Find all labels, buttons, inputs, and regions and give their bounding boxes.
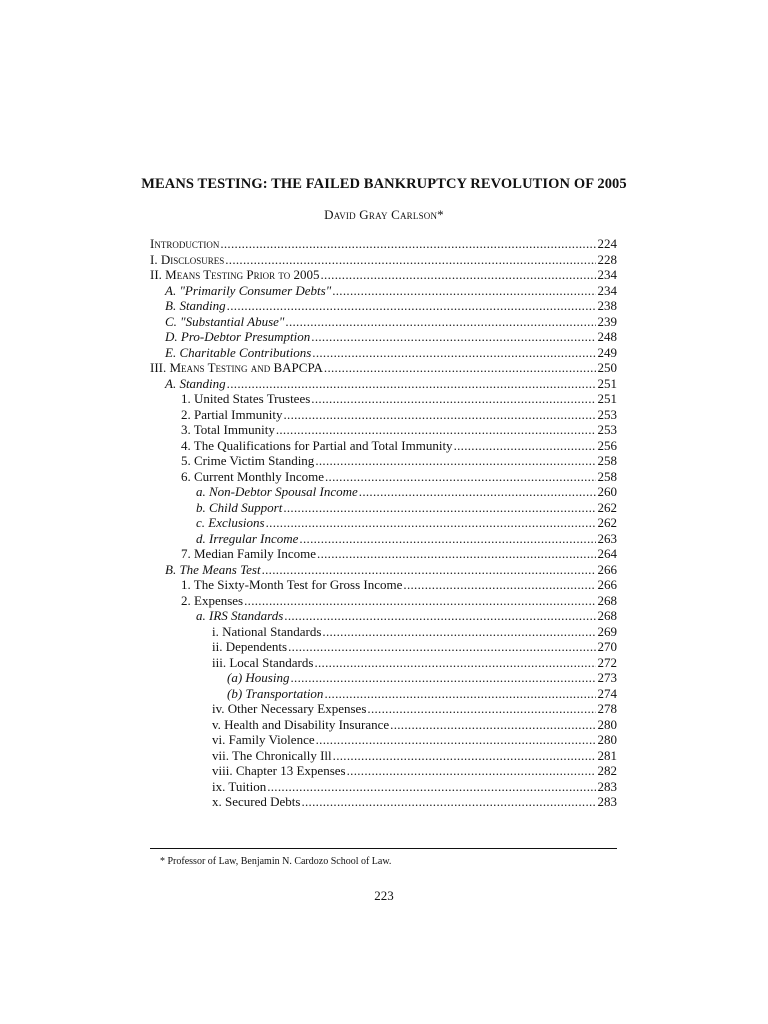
toc-entry-page: 280 — [597, 716, 617, 732]
toc-entry-page: 253 — [597, 422, 617, 437]
toc-entry-page: 253 — [597, 406, 617, 422]
toc-entry-page: 258 — [597, 468, 617, 484]
toc-entry-title: ix. Tuition — [212, 778, 267, 794]
toc-entry-title: b. Child Support — [196, 499, 283, 515]
toc-entry — [150, 500, 617, 516]
toc-entry — [150, 360, 617, 376]
toc-entry-title: B. Standing — [165, 298, 226, 313]
toc-entry-page: 224 — [597, 236, 617, 251]
toc-entry-page: 251 — [597, 391, 617, 406]
toc-entry — [150, 531, 617, 547]
dot-leader — [403, 577, 595, 593]
toc-entry-title: C. "Substantial Abuse" — [165, 313, 285, 329]
toc-entry-page: 248 — [597, 329, 617, 344]
toc-entry-title: viii. Chapter 13 Expenses — [212, 763, 346, 778]
article-title: MEANS TESTING: THE FAILED BANKRUPTCY REVOLUTION OF 2005 — [141, 176, 627, 192]
toc-entry-title: iii. Local Standards — [212, 654, 314, 670]
toc-entry-page: 270 — [597, 639, 617, 654]
toc-entry-page: 283 — [597, 778, 617, 794]
toc-entry — [150, 283, 617, 299]
toc-entry-title: A. Standing — [165, 375, 226, 391]
dot-leader — [359, 484, 596, 500]
dot-leader — [324, 686, 595, 702]
author-name: David Gray Carlson* — [324, 207, 444, 222]
toc-entry — [150, 701, 617, 717]
toc-entry-title: i. National Standards — [212, 623, 322, 639]
dot-leader — [325, 469, 596, 485]
toc-entry — [150, 624, 617, 640]
toc-entry — [150, 748, 617, 764]
toc-entry-page: 283 — [597, 794, 617, 809]
toc-entry — [150, 407, 617, 423]
toc-entry — [150, 329, 617, 345]
dot-leader — [283, 407, 595, 423]
toc-entry-title: 4. The Qualifications for Partial and Total Immunity — [181, 437, 453, 453]
dot-leader — [266, 515, 596, 531]
toc-entry-title: B. The Means Test — [165, 561, 261, 577]
toc-entry — [150, 779, 617, 795]
toc-entry — [150, 252, 617, 268]
toc-entry-title: 3. Total Immunity — [181, 422, 275, 437]
toc-entry-page: 280 — [597, 732, 617, 747]
dot-leader — [311, 391, 595, 407]
toc-entry-title: vii. The Chronically Ill — [212, 747, 332, 763]
dot-leader — [367, 701, 595, 717]
toc-entry-title: I. Disclosures — [150, 251, 225, 267]
toc-entry-page: 256 — [597, 437, 617, 453]
toc-entry-page: 262 — [597, 499, 617, 515]
toc-entry-page: 258 — [597, 453, 617, 468]
dot-leader — [311, 329, 595, 345]
dot-leader — [220, 236, 595, 252]
toc-entry-title: 7. Median Family Income — [181, 546, 317, 561]
toc-entry-page: 260 — [597, 484, 617, 499]
toc-entry-title: 1. United States Trustees — [181, 391, 311, 406]
dot-leader — [317, 546, 595, 562]
footnote-marker: * — [160, 856, 165, 867]
toc-entry-title: Introduction — [150, 236, 220, 251]
dot-leader — [225, 252, 595, 268]
toc-entry-title: x. Secured Debts — [212, 794, 301, 809]
toc-entry — [150, 422, 617, 438]
toc-entry-page: 268 — [597, 592, 617, 608]
toc-entry-page: 281 — [597, 747, 617, 763]
dot-leader — [227, 298, 596, 314]
toc-entry-page: 269 — [597, 623, 617, 639]
dot-leader — [299, 531, 595, 547]
dot-leader — [284, 608, 595, 624]
dot-leader — [244, 593, 595, 609]
toc-entry-page: 234 — [597, 267, 617, 282]
toc-entry-title: 6. Current Monthly Income — [181, 468, 324, 484]
toc-entry — [150, 267, 617, 283]
toc-entry-page: 238 — [597, 298, 617, 313]
toc-entry — [150, 484, 617, 500]
dot-leader — [290, 670, 595, 686]
dot-leader — [316, 732, 596, 748]
dot-leader — [314, 655, 595, 671]
toc-entry — [150, 577, 617, 593]
toc-entry — [150, 763, 617, 779]
toc-entry-page: 262 — [597, 515, 617, 530]
toc-entry-title: 5. Crime Victim Standing — [181, 453, 315, 468]
dot-leader — [276, 422, 596, 438]
dot-leader — [324, 360, 596, 376]
toc-entry-title: c. Exclusions — [196, 515, 265, 530]
footnote — [160, 856, 391, 867]
toc-entry — [150, 438, 617, 454]
toc-entry-title: A. "Primarily Consumer Debts" — [165, 282, 332, 298]
toc-entry — [150, 670, 617, 686]
dot-leader — [312, 345, 595, 361]
toc-entry — [150, 546, 617, 562]
toc-entry — [150, 391, 617, 407]
toc-entry-title: 1. The Sixty-Month Test for Gross Income — [181, 577, 403, 592]
dot-leader — [321, 267, 596, 283]
dot-leader — [322, 624, 595, 640]
dot-leader — [332, 283, 595, 299]
dot-leader — [347, 763, 596, 779]
toc-entry — [150, 686, 617, 702]
dot-leader — [227, 376, 596, 392]
toc-entry-page: 266 — [597, 577, 617, 592]
dot-leader — [267, 779, 595, 795]
toc-entry-page: 250 — [597, 360, 617, 375]
toc-entry-page: 249 — [597, 344, 617, 360]
toc-entry — [150, 376, 617, 392]
toc-entry-page: 282 — [597, 763, 617, 778]
toc-entry — [150, 608, 617, 624]
toc-entry-title: (a) Housing — [227, 670, 290, 685]
toc-entry — [150, 732, 617, 748]
page-number: 223 — [374, 888, 394, 903]
toc-entry-title: iv. Other Necessary Expenses — [212, 701, 367, 716]
toc-entry-page: 228 — [597, 251, 617, 267]
toc-entry-page: 268 — [597, 608, 617, 623]
toc-entry-title: III. Means Testing and BAPCPA — [150, 360, 323, 375]
dot-leader — [315, 453, 595, 469]
toc-entry-title: 2. Partial Immunity — [181, 406, 283, 422]
toc-entry-title: v. Health and Disability Insurance — [212, 716, 390, 732]
dot-leader — [262, 562, 596, 578]
toc-entry-page: 251 — [597, 375, 617, 391]
dot-leader — [301, 794, 595, 810]
toc-entry-title: d. Irregular Income — [196, 530, 299, 546]
toc-entry — [150, 345, 617, 361]
footnote-divider — [150, 848, 617, 849]
toc-entry-page: 274 — [597, 685, 617, 701]
toc-entry — [150, 236, 617, 252]
toc-entry — [150, 515, 617, 531]
dot-leader — [288, 639, 595, 655]
toc-entry-title: (b) Transportation — [227, 685, 324, 701]
toc-entry-title: a. Non-Debtor Spousal Income — [196, 484, 358, 499]
dot-leader — [283, 500, 595, 516]
footnote-text: Professor of Law, Benjamin N. Cardozo School of Law. — [167, 856, 392, 867]
toc-entry — [150, 453, 617, 469]
dot-leader — [454, 438, 596, 454]
toc-entry-title: 2. Expenses — [181, 592, 244, 608]
dot-leader — [390, 717, 595, 733]
toc-entry-title: a. IRS Standards — [196, 608, 284, 623]
toc-entry-title: E. Charitable Contributions — [165, 344, 312, 360]
toc-entry-page: 272 — [597, 654, 617, 670]
toc-entry-page: 266 — [597, 561, 617, 577]
toc-entry — [150, 314, 617, 330]
toc-entry-page: 273 — [597, 670, 617, 685]
toc-entry — [150, 639, 617, 655]
toc-entry — [150, 298, 617, 314]
toc-entry-page: 234 — [597, 282, 617, 298]
toc-entry-page: 278 — [597, 701, 617, 716]
toc-entry — [150, 593, 617, 609]
dot-leader — [333, 748, 596, 764]
toc-entry — [150, 794, 617, 810]
toc-entry-title: II. Means Testing Prior to 2005 — [150, 267, 320, 282]
toc-entry — [150, 717, 617, 733]
toc-entry-title: D. Pro-Debtor Presumption — [165, 329, 311, 344]
toc-entry-title: ii. Dependents — [212, 639, 288, 654]
toc-entry — [150, 562, 617, 578]
toc-entry-title: vi. Family Violence — [212, 732, 315, 747]
toc-entry — [150, 655, 617, 671]
table-of-contents — [150, 236, 617, 810]
toc-entry-page: 264 — [597, 546, 617, 561]
toc-entry-page: 239 — [597, 313, 617, 329]
toc-entry-page: 263 — [597, 530, 617, 546]
toc-entry — [150, 469, 617, 485]
dot-leader — [285, 314, 595, 330]
